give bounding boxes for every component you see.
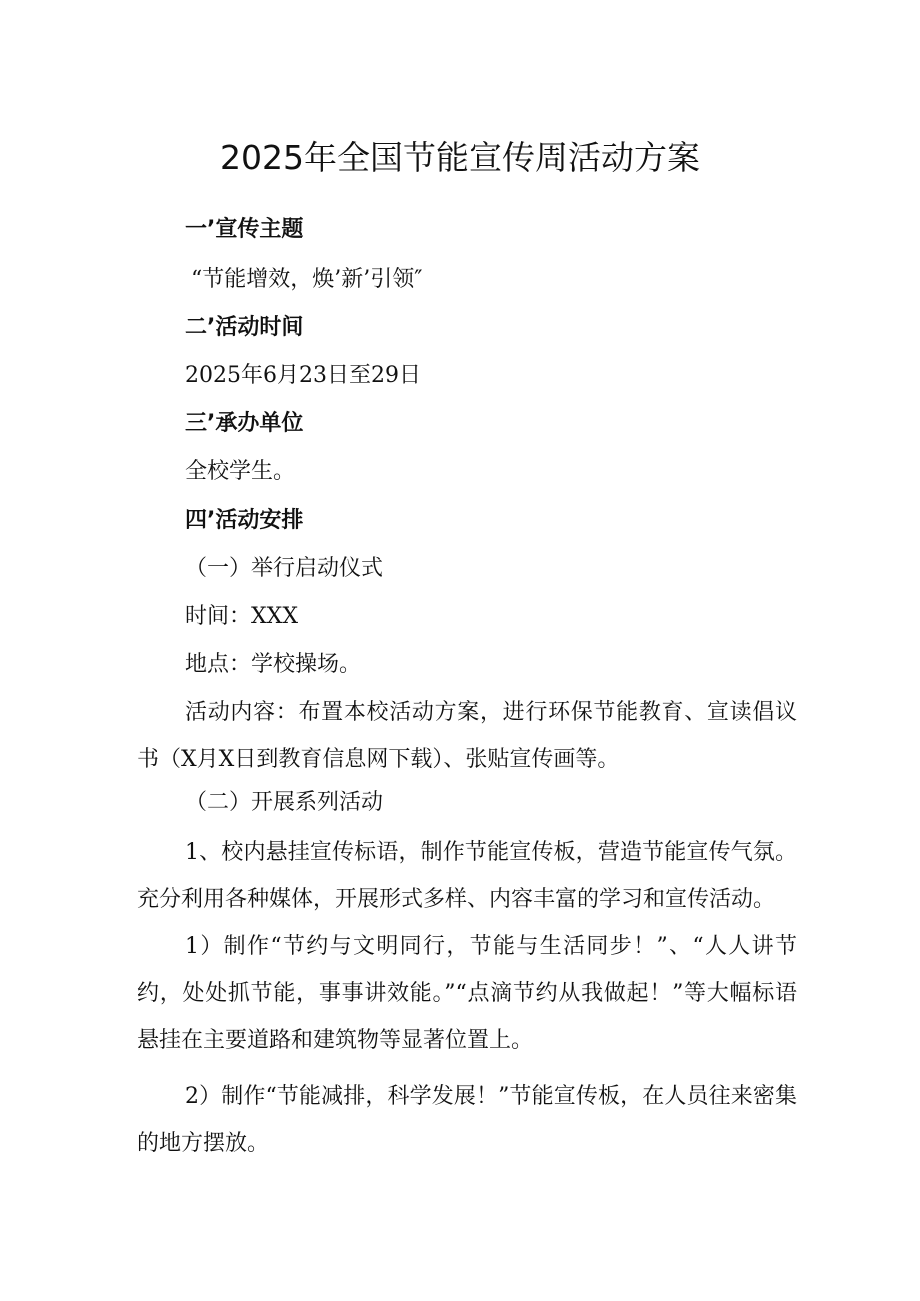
section-heading-time: 二’活动时间 <box>185 315 304 340</box>
time-content: 2025年6月23日至29日 <box>185 363 421 388</box>
activities-subitem-1: 1）制作“节约与文明同行，节能与生活同步！”、“人人讲节约，处处抓节能，事事讲效能。”“点滴节约从我做起！”等大幅标语悬挂在主要道路和建筑物等显著位置上。 <box>137 934 797 1053</box>
organizer-content: 全校学生。 <box>185 459 296 484</box>
activities-item-1: 1、校内悬挂宣传标语，制作节能宣传板，营造节能宣传气氛。充分利用各种媒体，开展形式多样、内容丰富的学习和宣传活动。 <box>137 840 797 912</box>
section-heading-arrangement: 四’活动安排 <box>185 508 304 533</box>
launch-time: 时间：XXX <box>185 604 298 629</box>
document-title: 2025年全国节能宣传周活动方案 <box>220 138 700 178</box>
section-heading-theme: 一’宣传主题 <box>185 217 304 242</box>
theme-content: “节能增效，焕’新’引领″ <box>191 267 423 292</box>
activities-subitem-2: 2）制作“节能减排，科学发展！”节能宣传板，在人员往来密集的地方摆放。 <box>137 1084 797 1156</box>
launch-content-paragraph: 活动内容：布置本校活动方案，进行环保节能教育、宣读倡议书（X月X日到教育信息网下载）、张贴宣传画等。 <box>137 700 797 772</box>
launch-place: 地点：学校操场。 <box>185 652 362 677</box>
subsection-heading-launch: （一）举行启动仪式 <box>185 556 384 581</box>
section-heading-organizer: 三’承办单位 <box>185 411 304 436</box>
subsection-heading-activities: （二）开展系列活动 <box>185 790 384 815</box>
